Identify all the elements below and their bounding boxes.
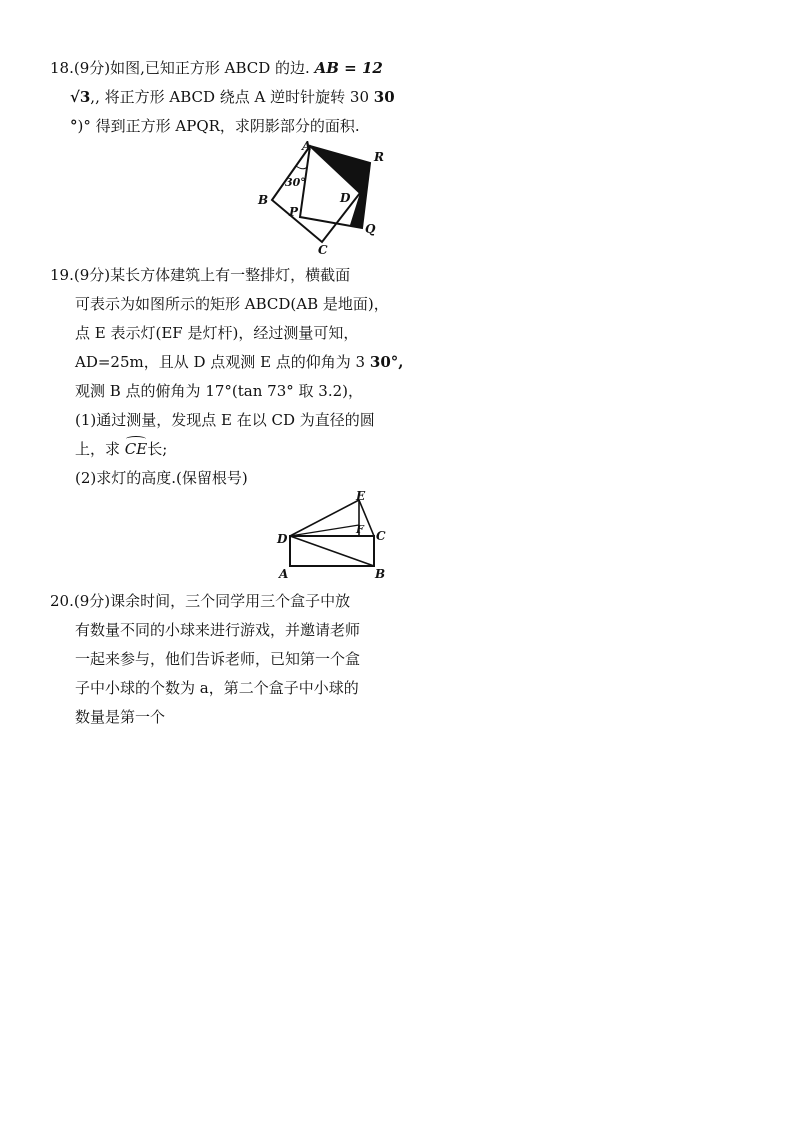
q19-label-d: D [277,532,288,546]
q18-label-a: A [302,139,312,153]
q18-line-3 [70,116,360,136]
q20-text-3: 一起来参与，他们告诉老师，已知第一个盒 [75,650,361,668]
q19-figure [275,490,390,582]
q18-label-angle: 30° [285,176,306,189]
q20-line-3 [75,649,360,669]
q19-score: (9分) [73,266,111,284]
q19-line-7 [75,439,167,459]
q19-line-5 [75,381,363,401]
q18-text-1: 如图,已知正方形 ABCD 的边. [110,59,310,77]
q19-text-7b: 长; [147,440,168,458]
q20-score: (9分) [73,592,111,610]
q20-line-4 [75,678,359,698]
q20-text-5: 数量是第一个 [75,708,166,726]
q18-line-1 [50,58,383,78]
q19-line-8 [75,468,248,488]
q19-line-2 [75,294,389,314]
q20-number: 20. [50,592,74,610]
q18-math-ab: AB = 12 [314,59,383,77]
q18-score: (9分) [73,59,111,77]
q19-label-e: E [356,489,366,503]
q19-text-1: 某长方体建筑上有一整排灯，横截面 [110,266,351,284]
q20-line-2 [75,620,360,640]
q19-bold-angle: 30°, [369,353,404,371]
q18-label-d: D [340,191,351,205]
q18-label-r: R [374,150,384,164]
q19-line-1 [50,265,350,285]
q20-text-4: 子中小球的个数为 a，第二个盒子中小球的 [75,679,359,697]
q19-text-8: (2)求灯的高度.(保留根号) [75,469,248,487]
q19-label-f: F [356,523,364,536]
q19-label-a: A [279,567,289,581]
q18-text-2: ,, 将正方形 ABCD 绕点 A 逆时针旋转 30 [90,88,369,106]
q18-figure [255,135,395,260]
q19-label-c: C [376,529,386,543]
q20-text-1: 课余时间，三个同学用三个盒子中放 [110,592,351,610]
q19-line-6 [75,410,375,430]
q20-text-2: 有数量不同的小球来进行游戏，并邀请老师 [75,621,361,639]
q18-sqrt3: √3 [70,88,91,106]
q18-shaded-region [310,146,370,228]
q20-line-1 [50,591,350,611]
q18-number: 18. [50,59,74,77]
q18-angle-arc [296,166,307,169]
q19-text-7a: 上，求 [75,440,121,458]
q19-label-b: B [375,567,386,581]
q19-text-6: (1)通过测量，发现点 E 在以 CD 为直径的圆 [75,411,375,429]
q19-text-2: 可表示为如图所示的矩形 ABCD(AB 是地面)， [75,295,389,313]
q18-label-b: B [258,193,269,207]
q19-text-3: 点 E 表示灯(EF 是灯杆)，经过测量可知， [75,324,359,342]
q18-bold-30: 30 [373,88,395,106]
q19-text-5: 观测 B 点的俯角为 17°(tan 73° 取 3.2)， [75,382,363,400]
q19-number: 19. [50,266,74,284]
q18-label-c: C [318,243,328,257]
q18-degree: ° [70,117,78,135]
q19-arc-ce: CE [124,440,148,458]
q19-line-3 [75,323,358,343]
q18-text-3: )° 得到正方形 APQR，求阴影部分的面积. [77,117,360,135]
q18-line-2 [70,87,395,107]
q19-line-db [290,536,374,566]
q19-text-4: AD=25m，且从 D 点观测 E 点的仰角为 3 [75,353,366,371]
q20-line-5 [75,707,165,727]
q18-label-q: Q [365,222,376,236]
q18-label-p: P [289,205,299,219]
q19-line-4 [75,352,404,372]
